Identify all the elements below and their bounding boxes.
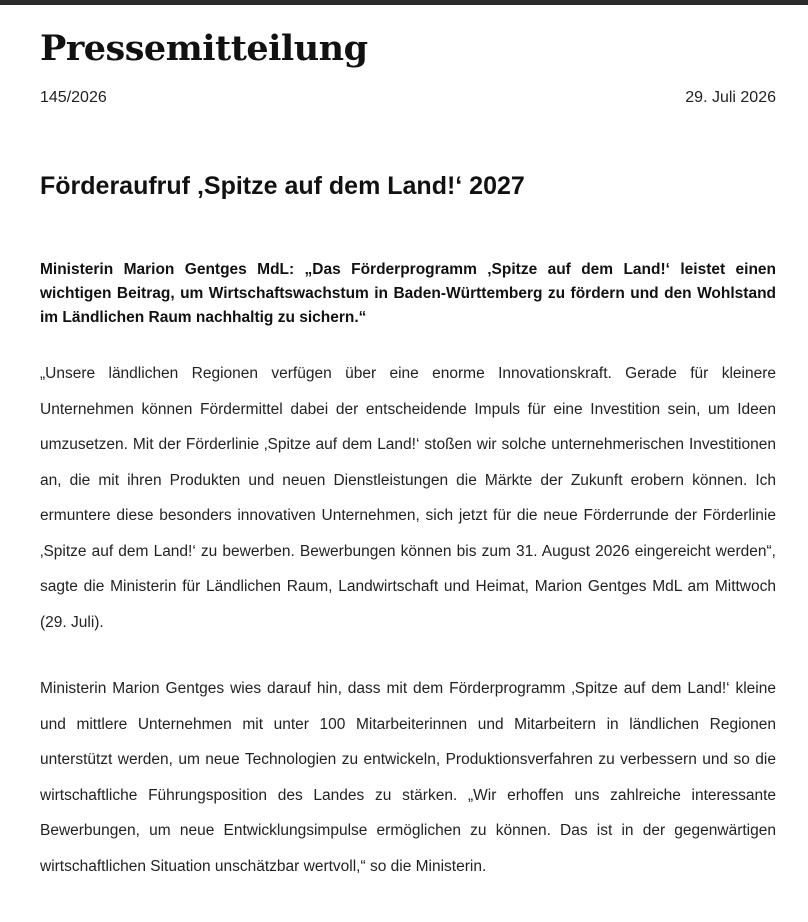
release-number: 145/2026 (40, 89, 107, 106)
release-date: 29. Juli 2026 (685, 89, 776, 106)
meta-row (40, 88, 776, 108)
lead-paragraph: Ministerin Marion Gentges MdL: „Das Förderprogramm ‚Spitze auf dem Land!‘ leistet einen wichtigen Beitrag, um Wirtschaftswachstum in Baden-Württemberg zu fördern und den Wohlstand im Ländlichen Raum nachhaltig zu sichern.“ (40, 261, 776, 326)
top-border (0, 0, 808, 5)
document-type-title: Pressemitteilung (40, 28, 368, 69)
body-paragraph-2: Ministerin Marion Gentges wies darauf hin, dass mit dem Förderprogramm ‚Spitze auf dem Land!‘ kleine und mittlere Unternehmen mit unter 100 Mitarbeiterinnen und Mitarbeitern in ländlichen Regionen unterstützt werden, um neue Technologien zu entwickeln, Produktionsverfahren zu verbessern und so die wirtschaftliche Führungsposition des Landes zu stärken. „Wir erhoffen uns zahlreiche interessante Bewerbungen, um neue Entwicklungsimpulse ermöglichen zu können. Das ist in der gegenwärtigen wirtschaftlichen Situation unschätzbar wertvoll,“ so die Ministerin. (40, 680, 776, 875)
headline: Förderaufruf ‚Spitze auf dem Land!‘ 2027 (40, 172, 525, 200)
body-paragraph-1: „Unsere ländlichen Regionen verfügen über eine enorme Innovationskraft. Gerade für kleinere Unternehmen können Fördermittel dabei der entscheidende Impuls für eine Investition sein, um Ideen umzusetzen. Mit der Förderlinie ‚Spitze auf dem Land!‘ stoßen wir solche unternehmerischen Investitionen an, die mit ihren Produkten und neuen Dienstleistungen die Märkte der Zukunft erobern können. Ich ermuntere diese besonders innovativen Unternehmen, sich jetzt für die neue Förderrunde der Förderlinie ‚Spitze auf dem Land!‘ zu bewerben. Bewerbungen können bis zum 31. August 2026 eingereicht werden“, sagte die Ministerin für Ländlichen Raum, Landwirtschaft und Heimat, Marion Gentges MdL am Mittwoch (29. Juli). (40, 365, 776, 631)
